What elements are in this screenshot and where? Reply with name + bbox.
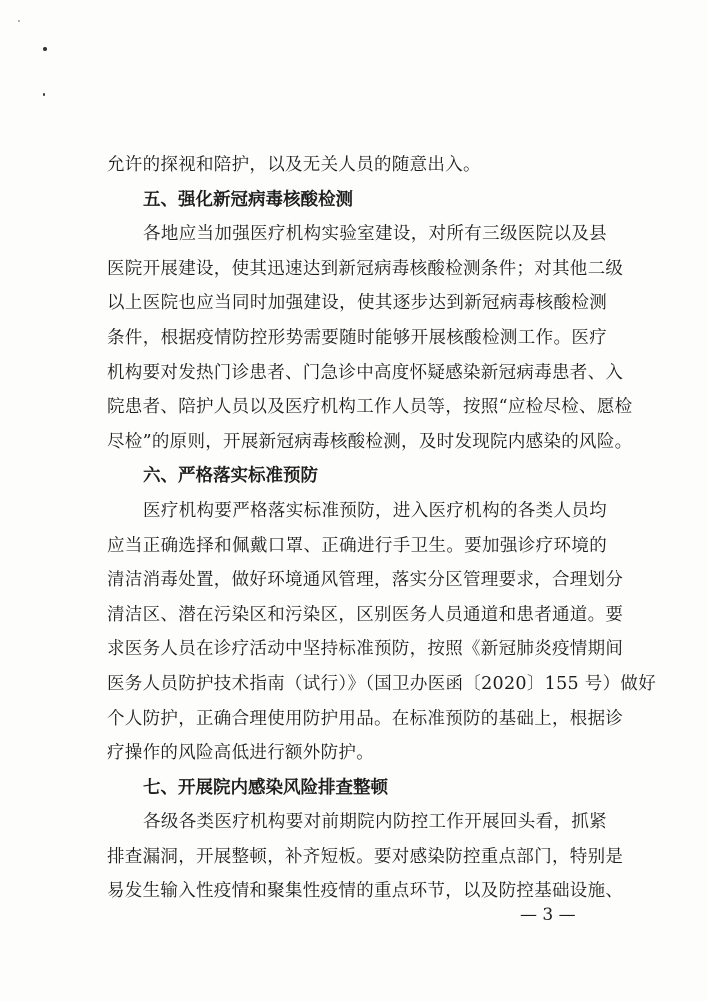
section-heading: 六、严格落实标准预防 <box>143 466 318 487</box>
paragraph-line: 个人防护，正确合理使用防护用品。在标准预防的基础上，根据诊 <box>107 708 624 729</box>
section-heading: 五、强化新冠病毒核酸检测 <box>143 189 353 210</box>
scan-speck <box>18 20 20 22</box>
paragraph-line: 各地应当加强医疗机构实验室建设，对所有三级医院以及县 <box>143 224 607 245</box>
page-number: — 3 — <box>520 905 576 925</box>
paragraph-line: 允许的探视和陪护，以及无关人员的随意出入。 <box>107 155 481 175</box>
paragraph-line: 医疗机构要严格落实标准预防，进入医疗机构的各类人员均 <box>143 500 607 521</box>
paragraph-line: 院患者、陪护人员以及医疗机构工作人员等，按照“应检尽检、愿检 <box>107 397 633 418</box>
document-body <box>107 148 656 909</box>
section-heading: 七、开展院内感染风险排查整顿 <box>143 777 388 798</box>
paragraph-line: 易发生输入性疫情和聚集性疫情的重点环节，以及防控基础设施、 <box>107 881 624 902</box>
paragraph-line: 各级各类医疗机构要对前期院内防控工作开展回头看，抓紧 <box>143 812 607 833</box>
paragraph-line: 清洁区、潜在污染区和污染区，区别医务人员通道和患者通道。要 <box>107 604 624 625</box>
paragraph-line: 疗操作的风险高低进行额外防护。 <box>107 743 374 764</box>
paragraph-line: 以上医院也应当同时加强建设，使其逐步达到新冠病毒核酸检测 <box>107 293 607 314</box>
paragraph-line: 机构要对发热门诊患者、门急诊中高度怀疑感染新冠病毒患者、入 <box>107 362 624 383</box>
paragraph-line: 清洁消毒处置，做好环境通风管理，落实分区管理要求，合理划分 <box>107 570 624 591</box>
paragraph-line: 排查漏洞，开展整顿，补齐短板。要对感染防控重点部门，特别是 <box>107 846 624 867</box>
paragraph-line: 医院开展建设，使其迅速达到新冠病毒核酸检测条件；对其他二级 <box>107 258 624 279</box>
paragraph-line: 医务人员防护技术指南（试行）》（国卫办医函〔2020〕155 号）做好 <box>107 673 656 694</box>
paragraph-line: 条件，根据疫情防控形势需要随时能够开展核酸检测工作。医疗 <box>107 327 607 348</box>
paragraph-line: 应当正确选择和佩戴口罩、正确进行手卫生。要加强诊疗环境的 <box>107 535 607 556</box>
paragraph-line: 求医务人员在诊疗活动中坚持标准预防，按照《新冠肺炎疫情期间 <box>107 639 624 660</box>
scan-speck <box>43 93 45 96</box>
scan-speck <box>43 47 47 51</box>
paragraph-line: 尽检”的原则，开展新冠病毒核酸检测，及时发现院内感染的风险。 <box>107 431 633 452</box>
